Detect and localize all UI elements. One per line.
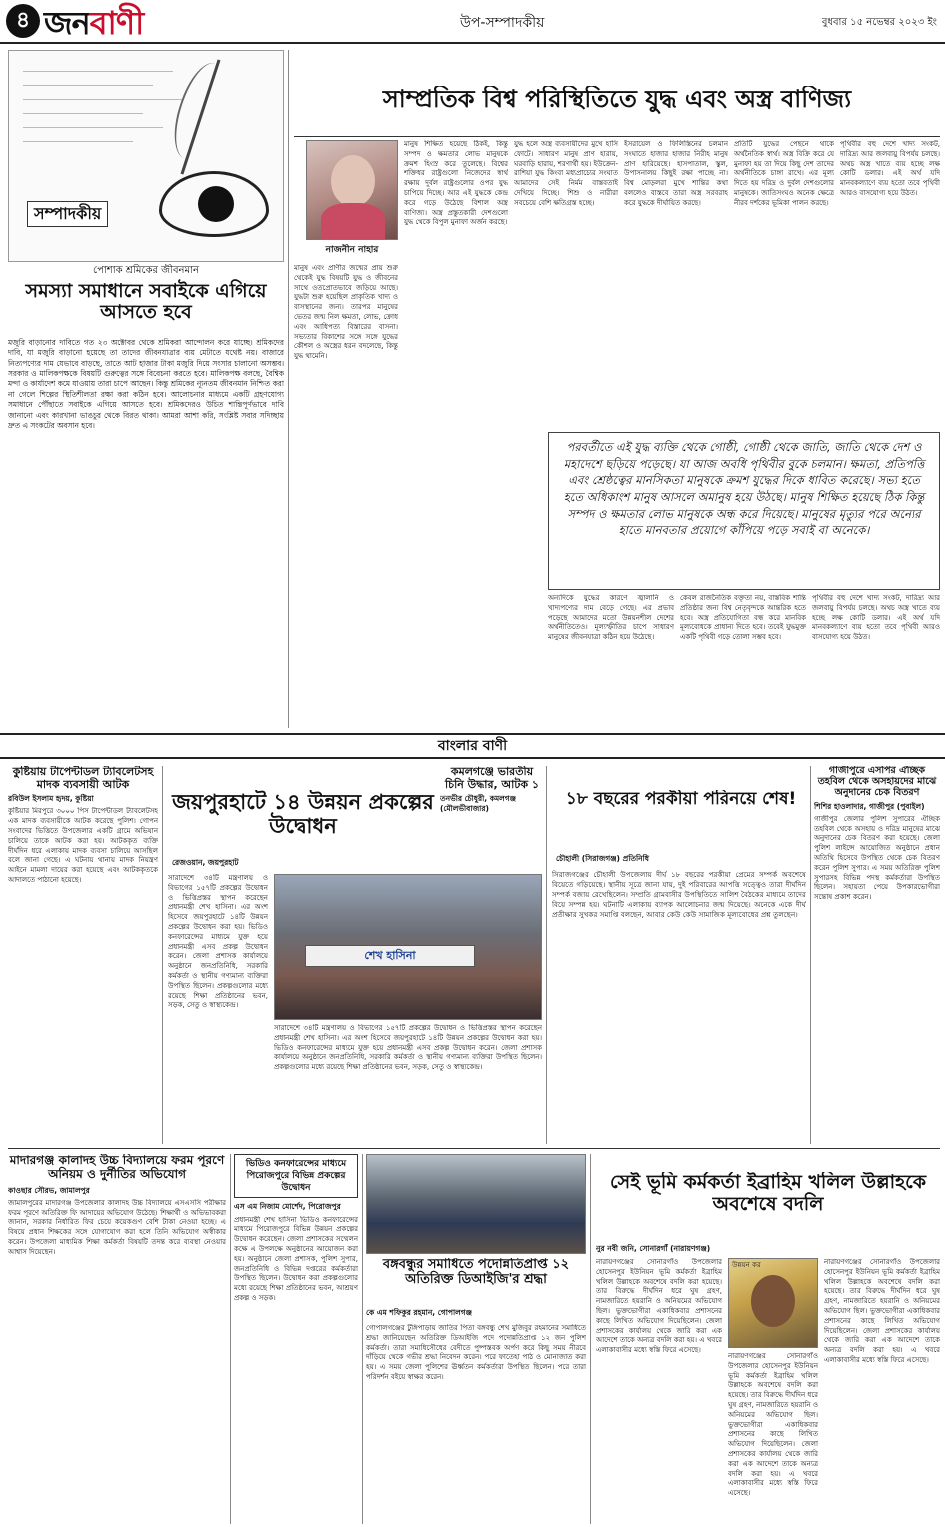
joypurhat-photo xyxy=(274,874,542,1020)
column-divider xyxy=(362,1154,363,1524)
sonargaon-photo xyxy=(728,1258,818,1348)
story-sonargaon-body-2: নারায়ণগঞ্জের সোনারগাঁও উপজেলার হোসেনপুর ইউনিয়ন ভূমি কর্মকর্তা ইব্রাহিম খলিল উল্লাহকে অবশেষে বদলি করা হয়েছে। তার বিরুদ্ধে দীর্ঘদিন ধরে ঘুষ গ্রহণ, নামজারিতে হয়রানি ও অনিয়মের অভিযোগ ছিল। ভুক্তভোগীরা একাধিকবার প্রশাসনের কাছে লিখিত অভিযোগ দিয়েছিলেন। জেলা প্রশাসকের কার্যালয় থেকে জারি করা এক আদেশে তাকে অন্যত্র বদলি করা হয়। এ খবরে এলাকাবাসীর মধ্যে স্বস্তি ফিরে এসেছে। xyxy=(728,1352,818,1498)
main-article-col-1: মানুষ এবং প্রাণীর জন্মের প্রায় শুরু থেকেই যুদ্ধ বিষয়টি যুদ্ধ ও জীবনের সাথে ওতপ্রোতভাবে জড়িয়ে আছে। যুদ্ধটা শুরু হয়েছিল প্রাকৃতিক খাদ্য ও বাসস্থানের জন্য। তারপর মানুষের ভেতর জন্ম নিল ক্ষমতা, লোভ, ক্রোধ এবং আধিপত্য বিস্তারের বাসনা। সভ্যতার বিকাশের সঙ্গে সঙ্গে যুদ্ধের কৌশল ও অস্ত্রের ধরন বদলেছে, কিন্তু যুদ্ধ থামেনি। xyxy=(294,264,398,361)
main-article-col-3: যুদ্ধ হলে অস্ত্র ব্যবসায়ীদের মুখে হাসি ফোটে। সাধারণ মানুষ প্রাণ হারায়, ঘরবাড়ি হারায়, শরণার্থী হয়। ইউক্রেন-রাশিয়া যুদ্ধ কিংবা মধ্যপ্রাচ্যের সংঘাত আমাদের সেই নির্মম বাস্তবতাই দেখিয়ে দিচ্ছে। শিশু ও নারীরা সবচেয়ে বেশি ক্ষতিগ্রস্ত হচ্ছে। xyxy=(514,140,618,207)
story-affair-byline: চৌহালী (সিরাজগঞ্জ) প্রতিনিধি xyxy=(556,854,649,863)
story-gazipur xyxy=(814,766,940,1144)
page-number: ৪ xyxy=(6,4,40,38)
main-article-col-6-cont: পৃথিবীর বহু দেশে খাদ্য সংকট, দারিদ্র্য আর জলবায়ু বিপর্যয় চলছে। অথচ অস্ত্র খাতে ব্যয় হচ্ছে লক্ষ কোটি ডলার। এই অর্থ যদি মানবকল্যাণে ব্যয় হতো তবে পৃথিবী আরও বাসযোগ্য হয়ে উঠত। xyxy=(812,594,940,642)
author-name: নাজনীন নাহার xyxy=(325,245,379,255)
story-komolganj-byline: তনভীর চৌধুরী, কমলগঞ্জ (মৌলভীবাজার) xyxy=(440,794,517,814)
story-joypurhat-byline: রেজওয়ান, জয়পুরহাট xyxy=(172,858,239,867)
main-headline: সাম্প্রতিক বিশ্ব পরিস্থিতিতে যুদ্ধ এবং অস্ত্র বাণিজ্য xyxy=(382,86,852,113)
column-divider xyxy=(546,766,547,1144)
main-article-col-4: ইসরায়েল ও ফিলিস্তিনের চলমান সংঘাতে হাজার হাজার নিরীহ মানুষ প্রাণ হারিয়েছে। হাসপাতাল, স্কুল, উপাসনালয় কিছুই রক্ষা পাচ্ছে না। বিশ্ব মোড়লরা মুখে শান্তির কথা বললেও বাস্তবে তারা অস্ত্র সরবরাহ করে যুদ্ধকে দীর্ঘায়িত করছে। xyxy=(624,140,728,207)
column-divider xyxy=(230,1154,231,1524)
scribble-line xyxy=(23,141,133,142)
brand-logo xyxy=(44,2,143,45)
author-face xyxy=(331,155,375,207)
story-sonargaon-byline: নুর নবী জনি, সোনারগাঁ (নারায়ণগঞ্জ) xyxy=(596,1244,711,1253)
column-divider xyxy=(810,766,811,1144)
story-kushtia-byline: রবিউল ইসলাম হৃদয়, কুষ্টিয়া xyxy=(8,794,94,804)
column-divider xyxy=(288,50,289,728)
story-gopalganj-headline: বঙ্গবন্ধুর সমাধিতে পদোন্নতিপ্রাপ্ত ১২ অতিরিক্ত ডিআইজি'র শ্রদ্ধা xyxy=(382,1258,570,1287)
gopalganj-photo xyxy=(366,1154,586,1254)
brand-logo-part-1: জন xyxy=(44,4,90,42)
scribble-line xyxy=(23,99,183,100)
story-joypurhat-headline: জয়পুরহাটে ১৪ উন্নয়ন প্রকল্পের উদ্বোধন xyxy=(172,790,434,839)
story-pirojpur xyxy=(234,1154,358,1524)
story-joypurhat-body: সারাদেশে ৩৪টি মন্ত্রণালয় ও বিভাগের ১৫৭টি প্রকল্পের উদ্বোধন ও ভিত্তিপ্রস্তর স্থাপন করেছেন প্রধানমন্ত্রী শেখ হাসিনা। এর অংশ হিসেবে জয়পুরহাটে ১৪টি উন্নয়ন প্রকল্পের উদ্বোধন করা হয়। ভিডিও কনফারেন্সের মাধ্যমে যুক্ত হয়ে প্রধানমন্ত্রী এসব প্রকল্প উদ্বোধন করেন। জেলা প্রশাসক কার্যালয়ে অনুষ্ঠানে জনপ্রতিনিধি, সরকারি কর্মকর্তা ও স্থানীয় গণ্যমান্য ব্যক্তিরা উপস্থিত ছিলেন। প্রকল্পগুলোর মধ্যে রয়েছে শিক্ষা প্রতিষ্ঠানের ভবন, সড়ক, সেতু ও স্বাস্থ্যকেন্দ্র। xyxy=(168,874,268,1010)
brand-logo-part-2: বাণী xyxy=(89,4,144,42)
story-madarganj-byline: কাওছার সৌরভ, জামালপুর xyxy=(8,1185,90,1195)
editorial-illustration xyxy=(8,50,284,262)
pull-quote: পরবর্তীতে এই যুদ্ধ ব্যক্তি থেকে গোষ্ঠী, গোষ্ঠী থেকে জাতি, জাতি থেকে দেশ ও মহাদেশে ছড়িয়ে পড়েছে। যা আজ অবধি পৃথিবীর বুকে চলমান। ক্ষমতা, প্রতিপত্তি এবং শ্রেষ্ঠত্বের মানসিকতা মানুষকে ক্রমশ যুদ্ধের দিকে ধাবিত করেছে। সভ্য হতে হতে অধিকাংশ মানুষ আসলে অমানুষ হয়ে উঠছে। মানুষ শিক্ষিত হয়েছে ঠিক কিন্তু সম্পদ ও ক্ষমতার লোভ মানুষকে অন্ধ করে দিয়েছে। মানুষের মৃত্যুর পরে অন্যের হাতে মানবতার প্রয়োগে কাঁপিয়ে পড়ে সবাই বা অনেকে। xyxy=(548,432,940,590)
story-gazipur-headline: গাজীপুরে এসপির ঐচ্ছিক তহবিল থেকে অসহায়দের মাঝে অনুদানের চেক বিতরণ xyxy=(817,766,937,798)
author-photo xyxy=(306,140,398,240)
column-divider xyxy=(590,1154,591,1524)
scribble-line xyxy=(23,85,153,86)
issue-date: বুধবার ১৫ নভেম্বর ২০২৩ ইং xyxy=(821,17,937,28)
pupil-icon xyxy=(198,186,234,222)
story-sonargaon-body-3: নারায়ণগঞ্জের সোনারগাঁও উপজেলার হোসেনপুর ইউনিয়ন ভূমি কর্মকর্তা ইব্রাহিম খলিল উল্লাহকে অবশেষে বদলি করা হয়েছে। তার বিরুদ্ধে দীর্ঘদিন ধরে ঘুষ গ্রহণ, নামজারিতে হয়রানি ও অনিয়মের অভিযোগ ছিল। ভুক্তভোগীরা একাধিকবার প্রশাসনের কাছে লিখিত অভিযোগ দিয়েছিলেন। জেলা প্রশাসকের কার্যালয় থেকে জারি করা এক আদেশে তাকে অন্যত্র বদলি করা হয়। এ খবরে এলাকাবাসীর মধ্যে স্বস্তি ফিরে এসেছে। xyxy=(824,1258,940,1364)
story-pirojpur-byline: এস এম নিজাম মোর্শেদ, পিরোজপুর xyxy=(234,1202,341,1212)
scribble-line xyxy=(23,127,163,128)
story-komolganj-headline: কমলগঞ্জে ভারতীয় চিনি উদ্ধার, আটক ১ xyxy=(445,766,539,791)
story-gazipur-body: গাজীপুর জেলার পুলিশ সুপারের ঐচ্ছিক তহবিল থেকে অসহায় ও দরিদ্র মানুষের মাঝে অনুদানের চেক বিতরণ করা হয়েছে। জেলা পুলিশ লাইন্সে আয়োজিত অনুষ্ঠানে প্রধান অতিথি হিসেবে উপস্থিত থেকে চেক বিতরণ করেন পুলিশ সুপার। এ সময় অতিরিক্ত পুলিশ সুপারসহ বিভিন্ন পদস্থ কর্মকর্তারা উপস্থিত ছিলেন। সহায়তা পেয়ে উপকারভোগীরা সন্তোষ প্রকাশ করেন। xyxy=(814,814,940,902)
story-madarganj-body: জামালপুরের মাদারগঞ্জ উপজেলার কালাদহ উচ্চ বিদ্যালয়ে এসএসসি পরীক্ষার ফরম পূরণে অতিরিক্ত ফি আদায়ের অভিযোগ উঠেছে। শিক্ষার্থী ও অভিভাবকরা জানান, সরকার নির্ধারিত ফির চেয়ে কয়েকগুণ বেশি টাকা নেওয়া হচ্ছে। এ বিষয়ে প্রধান শিক্ষকের সঙ্গে যোগাযোগ করা হলে তিনি অভিযোগ অস্বীকার করেন। উপজেলা মাধ্যমিক শিক্ষা কর্মকর্তা বিষয়টি তদন্ত করে ব্যবস্থা নেওয়ার আশ্বাস দিয়েছেন। xyxy=(8,1198,226,1256)
main-article-col-6: পৃথিবীর বহু দেশে খাদ্য সংকট, দারিদ্র্য আর জলবায়ু বিপর্যয় চলছে। অথচ অস্ত্র খাতে ব্যয় হচ্ছে লক্ষ কোটি ডলার। এই অর্থ যদি মানবকল্যাণে ব্যয় হতো তবে পৃথিবী আরও বাসযোগ্য হয়ে উঠত। xyxy=(840,140,940,197)
story-sonargaon-body: নারায়ণগঞ্জের সোনারগাঁও উপজেলার হোসেনপুর ইউনিয়ন ভূমি কর্মকর্তা ইব্রাহিম খলিল উল্লাহকে অবশেষে বদলি করা হয়েছে। তার বিরুদ্ধে দীর্ঘদিন ধরে ঘুষ গ্রহণ, নামজারিতে হয়রানি ও অনিয়মের অভিযোগ ছিল। ভুক্তভোগীরা একাধিকবার প্রশাসনের কাছে লিখিত অভিযোগ দিয়েছিলেন। জেলা প্রশাসকের কার্যালয় থেকে জারি করা এক আদেশে তাকে অন্যত্র বদলি করা হয়। এ খবরে এলাকাবাসীর মধ্যে স্বস্তি ফিরে এসেছে। xyxy=(596,1258,722,1355)
masthead xyxy=(0,0,945,44)
column-divider xyxy=(162,766,163,1144)
story-komolganj xyxy=(440,766,544,870)
headline-rule xyxy=(294,136,940,137)
story-kushtia xyxy=(8,766,158,1146)
story-pirojpur-headline: ভিডিও কনফারেন্সের মাধ্যমে পিরোজপুরে বিভিন্ন প্রকল্পের উদ্বোধন xyxy=(234,1154,358,1198)
section-title: উপ-সম্পাদকীয় xyxy=(460,15,545,31)
story-madarganj-headline: মাদারগঞ্জ কালাদহ উচ্চ বিদ্যালয়ে ফরম পূরণে অনিয়ম ও দুর্নীতির অভিযোগ xyxy=(9,1154,225,1181)
main-article-col-3-cont xyxy=(514,594,544,728)
main-article-col-5: প্রতিটি যুদ্ধের পেছনে থাকে অর্থনৈতিক স্বার্থ। অস্ত্র বিক্রি করে যে মুনাফা হয় তা দিয়ে কিছু দেশ তাদের অর্থনীতিকে চাঙ্গা রাখে। এর মূল্য দিতে হয় দরিদ্র ও দুর্বল দেশগুলোর মানুষকে। জাতিসংঘও অনেক ক্ষেত্রে নীরব দর্শকের ভূমিকা পালন করছে। xyxy=(734,140,834,207)
editorial-headline: সমস্যা সমাধানে সবাইকে এগিয়ে আসতে হবে xyxy=(25,279,267,324)
eye-icon xyxy=(159,171,269,237)
story-joypurhat-body-cont: সারাদেশে ৩৪টি মন্ত্রণালয় ও বিভাগের ১৫৭টি প্রকল্পের উদ্বোধন ও ভিত্তিপ্রস্তর স্থাপন করেছেন প্রধানমন্ত্রী শেখ হাসিনা। এর অংশ হিসেবে জয়পুরহাটে ১৪টি উন্নয়ন প্রকল্পের উদ্বোধন করা হয়। ভিডিও কনফারেন্সের মাধ্যমে যুক্ত হয়ে প্রধানমন্ত্রী এসব প্রকল্প উদ্বোধন করেন। জেলা প্রশাসক কার্যালয়ে অনুষ্ঠানে জনপ্রতিনিধি, সরকারি কর্মকর্তা ও স্থানীয় গণ্যমান্য ব্যক্তিরা উপস্থিত ছিলেন। প্রকল্পগুলোর মধ্যে রয়েছে শিক্ষা প্রতিষ্ঠানের ভবন, সড়ক, সেতু ও স্বাস্থ্যকেন্দ্র। xyxy=(274,1024,542,1072)
story-gazipur-byline: শিশির হাওলাদার, গাজীপুর (পুবাইল) xyxy=(814,801,925,811)
section-band: বাংলার বাণী xyxy=(0,733,945,759)
story-affair-headline: ১৮ বছরের পরকীয়া পরিনয়ে শেষ! xyxy=(565,790,797,809)
editorial-kicker: পোশাক শ্রমিকের জীবনমান xyxy=(93,265,199,276)
story-madarganj xyxy=(8,1154,226,1524)
joypurhat-banner: শেখ হাসিনা xyxy=(305,945,475,967)
editorial-heading xyxy=(8,264,284,334)
story-pirojpur-body: প্রধানমন্ত্রী শেখ হাসিনা ভিডিও কনফারেন্সের মাধ্যমে পিরোজপুরে বিভিন্ন উন্নয়ন প্রকল্পের উদ্বোধন করেছেন। জেলা প্রশাসকের সম্মেলন কক্ষে এ উপলক্ষে অনুষ্ঠানের আয়োজন করা হয়। অনুষ্ঠানে জেলা প্রশাসক, পুলিশ সুপার, জনপ্রতিনিধি ও বিভিন্ন দপ্তরের কর্মকর্তারা উপস্থিত ছিলেন। উদ্বোধন করা প্রকল্পগুলোর মধ্যে রয়েছে শিক্ষা প্রতিষ্ঠানের ভবন, আশ্রয়ণ প্রকল্প ও সড়ক। xyxy=(234,1215,358,1302)
sonargaon-photo-label: উন্নয়ন কর xyxy=(732,1261,761,1269)
main-article-col-7: অন্যদিকে যুদ্ধের কারণে জ্বালানি ও খাদ্যপণ্যের দাম বেড়ে গেছে। এর প্রভাব পড়েছে আমাদের মতো উন্নয়নশীল দেশের অর্থনীতিতেও। মূল্যস্ফীতির চাপে সাধারণ মানুষের জীবনযাত্রা কঠিন হয়ে উঠেছে। xyxy=(548,594,674,642)
story-gopalganj-byline: কে এম শফিকুর রহমান, গোপালগঞ্জ xyxy=(366,1308,473,1317)
author-scarf xyxy=(321,203,385,240)
story-kushtia-body: কুষ্টিয়ার মিরপুরে ৩০০০ পিস টাপেন্টাডল ট্যাবলেটসহ এক মাদক ব্যবসায়ীকে আটক করেছে পুলিশ। গোপন সংবাদের ভিত্তিতে উপজেলার একটি গ্রামে অভিযান চালিয়ে তাকে আটক করা হয়। আটককৃত ব্যক্তি দীর্ঘদিন ধরে এলাকায় মাদক ব্যবসা চালিয়ে আসছিল বলে জানা গেছে। এ ঘটনায় থানায় মাদক নিয়ন্ত্রণ আইনে মামলা দায়ের করা হয়েছে এবং আটককৃতকে আদালতে পাঠানো হয়েছে। xyxy=(8,807,158,884)
story-affair-body: সিরাজগঞ্জের চৌহালী উপজেলায় দীর্ঘ ১৮ বছরের পরকীয়া প্রেমের সম্পর্ক অবশেষে বিয়েতে গড়িয়েছে। স্থানীয় সূত্রে জানা যায়, দুই পরিবারের আপত্তি সত্ত্বেও তারা দীর্ঘদিন সম্পর্ক বজায় রেখেছিলেন। সম্প্রতি গ্রামবাসীর উপস্থিতিতে সালিশ বৈঠকের মাধ্যমে তাদের বিয়ে সম্পন্ন হয়। ঘটনাটি এলাকায় ব্যাপক আলোচনার জন্ম দিয়েছে। অনেকে একে দীর্ঘ প্রতীক্ষার সুখকর সমাপ্তি বলছেন, আবার কেউ কেউ সামাজিক মূল্যবোধের প্রশ্ন তুলছেন। xyxy=(552,870,806,920)
official-face xyxy=(751,1275,795,1327)
editorial-label: সম্পাদকীয় xyxy=(27,201,108,227)
story-kushtia-headline: কুষ্টিয়ায় টাপেন্টাডল ট্যাবলেটসহ মাদক ব্যবসায়ী আটক xyxy=(12,766,154,791)
story-sonargaon-headline: সেই ভূমি কর্মকর্তা ইব্রাহিম খলিল উল্লাহকে অবশেষে বদলি xyxy=(609,1172,927,1215)
editorial-body: মজুরি বাড়ানোর দাবিতে গত ২৩ অক্টোবর থেকে শ্রমিকরা আন্দোলন করে যাচ্ছে। শ্রমিকদের দাবি, যা মজুরি বাড়ানো হয়েছে তা তাদের জীবনযাত্রার ব্যয় মেটাতে যথেষ্ট নয়। বাজারে নিত্যপণ্যের দাম যেভাবে বাড়ছে, তাতে আট হাজার টাকা মজুরি দিয়ে সংসার চালানো অসম্ভব। সরকার ও মালিকপক্ষকে বিষয়টি গুরুত্বের সঙ্গে বিবেচনা করতে হবে। মালিকপক্ষ বলছে, বৈশ্বিক মন্দা ও কার্যাদেশ কমে যাওয়ায় তারা চাপে আছেন। কিন্তু শ্রমিকের ন্যূনতম জীবনমান নিশ্চিত করা না গেলে শিল্পের স্থিতিশীলতা রক্ষা করা কঠিন হবে। আলোচনার মাধ্যমে একটি গ্রহণযোগ্য সমাধানে পৌঁছাতে সবাইকে এগিয়ে আসতে হবে। শ্রমিকদেরও উচিত শান্তিপূর্ণভাবে দাবি জানানো এবং কারখানা ভাঙচুর থেকে বিরত থাকা। আমরা আশা করি, সংশ্লিষ্ট সবার সদিচ্ছায় দ্রুত এ সংকটের অবসান হবে। xyxy=(8,338,284,430)
main-article-col-8: কেবল রাজনৈতিক বক্তৃতা নয়, বাস্তবিক শান্তি প্রতিষ্ঠার জন্য বিশ্ব নেতৃবৃন্দকে আন্তরিক হতে হবে। অস্ত্র প্রতিযোগিতা বন্ধ করে মানবিক মূল্যবোধকে প্রাধান্য দিতে হবে। তবেই যুদ্ধমুক্ত একটি পৃথিবী গড়ে তোলা সম্ভব হবে। xyxy=(680,594,806,642)
story-gopalganj-body: গোপালগঞ্জের টুঙ্গিপাড়ায় জাতির পিতা বঙ্গবন্ধু শেখ মুজিবুর রহমানের সমাধিতে শ্রদ্ধা জানিয়েছেন অতিরিক্ত ডিআইজি পদে পদোন্নতিপ্রাপ্ত ১২ জন পুলিশ কর্মকর্তা। তারা সমাধিসৌধের বেদীতে পুষ্পস্তবক অর্পণ করে কিছু সময় নীরবে দাঁড়িয়ে থেকে গভীর শ্রদ্ধা নিবেদন করেন। পরে ফাতেহা পাঠ ও মোনাজাত করা হয়। এ সময় জেলা পুলিশের ঊর্ধ্বতন কর্মকর্তারা উপস্থিত ছিলেন। পরে তারা পরিদর্শন বইয়ে স্বাক্ষর করেন। xyxy=(366,1324,586,1381)
scribble-line xyxy=(23,71,173,72)
scribble-line xyxy=(23,113,143,114)
row-rule xyxy=(8,1148,940,1149)
main-article-col-2: মানুষ শিক্ষিত হয়েছে ঠিকই, কিন্তু সম্পদ ও ক্ষমতার লোভ মানুষকে ক্রমশ হিংস্র করে তুলেছে। বিশ্বের শক্তিধর রাষ্ট্রগুলো নিজেদের স্বার্থ রক্ষায় দুর্বল রাষ্ট্রগুলোর ওপর যুদ্ধ চাপিয়ে দিচ্ছে। আর এই যুদ্ধকে কেন্দ্র করে গড়ে উঠেছে বিশাল অস্ত্র বাণিজ্য। অস্ত্র প্রস্তুতকারী দেশগুলো যুদ্ধ থেকে বিপুল মুনাফা অর্জন করছে। xyxy=(404,140,508,227)
